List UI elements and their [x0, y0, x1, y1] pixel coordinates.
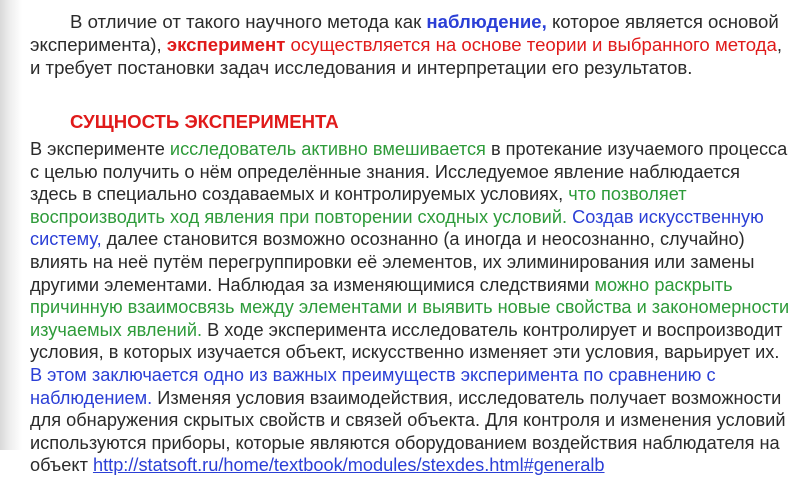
body-text-1: В эксперименте — [30, 139, 170, 159]
intro-text-2: которое является основой эксперимента), — [30, 11, 779, 55]
intro-text-1: В отличие от такого научного метода как — [70, 11, 427, 32]
body-highlight-advantage: В этом заключается одно из важных преимуществ эксперимента по сравнению с наблюдением. — [30, 364, 716, 408]
intro-term-experiment: эксперимент — [166, 34, 286, 55]
body-highlight-intervenes: исследователь активно вмешивается — [169, 139, 486, 159]
intro-highlight-theory: осуществляется на основе теории и выбранного метода — [285, 34, 777, 55]
body-text-3: далее становится возможно осознанно (а иногда и неосознанно, случайно) влиять на неё путём перегруппировки её элементов, их элиминирования или замены другими элементами. Наблюдая за изменяющимися следствиями — [30, 229, 755, 295]
intro-term-observation: наблюдение, — [426, 11, 547, 32]
body-paragraph — [30, 138, 790, 477]
slide-left-edge — [0, 0, 22, 450]
section-heading: СУЩНОСТЬ ЭКСПЕРИМЕНТА — [70, 111, 339, 132]
body-text-2: в протекание изучаемого процесса с целью получить о нём определённые знания. Исследуемое явление наблюдается здесь в специально создаваемых и контролируемых условиях, — [30, 139, 788, 205]
body-text-4: В ходе эксперимента исследователь контролирует и воспроизводит условия, в которых изучается объект, искусственно изменяет эти условия, варьирует их. — [30, 319, 783, 363]
body-highlight-artificial-system: Создав искусственную систему, — [30, 206, 764, 250]
intro-paragraph — [30, 10, 790, 79]
body-text-5: Изменяя условия взаимодействия, исследователь получает возможности для обнаружения скрытых свойств и связей объекта. Для контроля и изменения условий используются приборы, которые являются оборудованием воздействия наблюдателя на объект — [30, 387, 786, 476]
body-highlight-reproduce: что позволяет воспроизводить ход явления при повторении сходных условий. — [30, 184, 687, 227]
source-link[interactable]: http://statsoft.ru/home/textbook/modules/stexdes.html#generalb — [92, 455, 605, 476]
intro-text-3: , и требует постановки задач исследования и интерпретации его результатов. — [30, 34, 783, 78]
body-highlight-causal: можно раскрыть причинную взаимосвязь между элементами и выявить новые свойства и закономерности изучаемых явлений. — [30, 274, 790, 340]
